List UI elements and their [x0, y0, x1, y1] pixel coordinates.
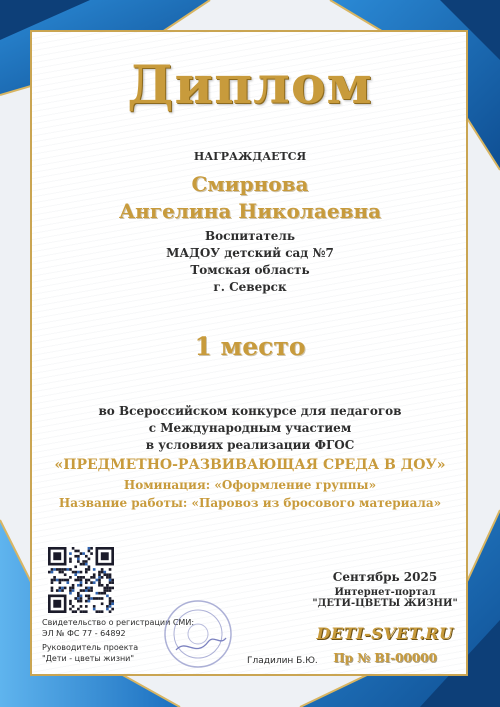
diploma-number: Пр № BI-00000 — [333, 651, 437, 665]
registration-line-1: Свидетельство о регистрации СМИ: — [42, 618, 195, 627]
diploma-title: Диплом — [127, 55, 373, 116]
position-line: Воспитатель — [204, 229, 296, 243]
awarded-label: НАГРАЖДАЕТСЯ — [193, 150, 307, 163]
portal-line-1: Интернет-портал — [334, 587, 436, 598]
contest-line-3: в условиях реализации ФГОС — [145, 438, 355, 452]
contest-line-1: во Всероссийском конкурсе для педагогов — [98, 404, 402, 418]
nomination: Номинация: «Оформление группы» — [123, 478, 377, 492]
place-award: 1 место — [194, 332, 306, 361]
work-title: Название работы: «Паровоз из бросового материала» — [58, 496, 442, 510]
city-line: г. Северск — [213, 280, 287, 294]
site-link[interactable]: DETI-SVET.RU — [316, 624, 454, 643]
recipient-given-names: Ангелина Николаевна — [118, 199, 382, 223]
region-line: Томская область — [190, 263, 310, 277]
contest-line-2: с Международным участием — [148, 421, 352, 435]
registration-line-3: Руководитель проекта — [42, 643, 139, 652]
signer-name: Гладилин Б.Ю. — [247, 656, 318, 666]
round-stamp-icon — [162, 598, 234, 670]
qr-code-icon[interactable] — [48, 547, 114, 613]
issue-date: Сентябрь 2025 — [332, 570, 438, 584]
portal-line-2: "ДЕТИ-ЦВЕТЫ ЖИЗНИ" — [312, 598, 458, 609]
contest-name: «ПРЕДМЕТНО-РАЗВИВАЮЩАЯ СРЕДА В ДОУ» — [54, 457, 446, 473]
organization-line: МАДОУ детский сад №7 — [166, 246, 334, 260]
registration-line-2: ЭЛ № ФС 77 - 64892 — [42, 629, 126, 638]
portal-label — [310, 587, 460, 609]
registration-line-4: "Дети - цветы жизни" — [42, 654, 135, 663]
recipient-surname: Смирнова — [191, 172, 309, 196]
